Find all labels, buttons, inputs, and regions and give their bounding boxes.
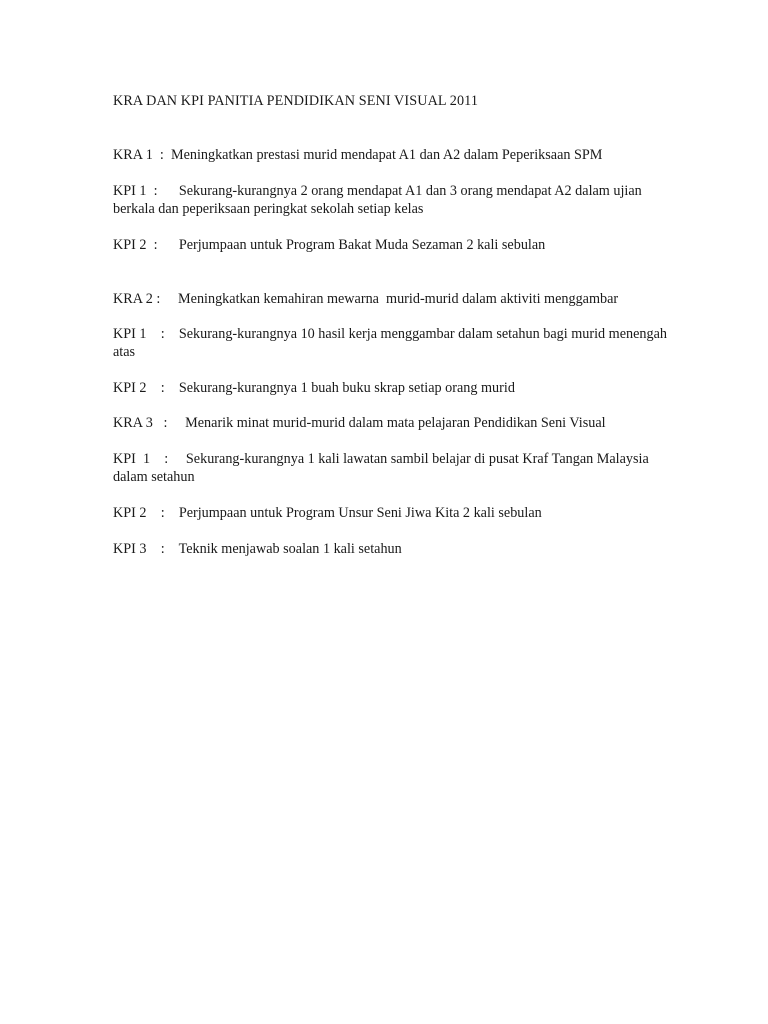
entry-text: Teknik menjawab soalan 1 kali setahun <box>178 541 402 557</box>
kra-3-kpi-1-entry <box>113 450 673 486</box>
entry-text: Sekurang-kurangnya 2 orang mendapat A1 dan 3 orang mendapat A2 dalam ujian berkala dan peperiksaan peringkat sekolah setiap kelas <box>113 183 646 217</box>
entry-label: KRA 3 : <box>113 415 186 431</box>
document-title: KRA DAN KPI PANITIA PENDIDIKAN SENI VISUAL 2011 <box>113 93 479 109</box>
entry-text: Sekurang-kurangnya 10 hasil kerja menggambar dalam setahun bagi murid menengah atas <box>113 326 671 360</box>
entry-label: KPI 2 : <box>113 380 179 396</box>
kra-1-entry <box>113 146 673 164</box>
kra-2-kpi-1-entry <box>113 325 673 361</box>
kra-1-kpi-1-entry <box>113 182 673 218</box>
kra-3-kpi-3-entry <box>113 540 673 558</box>
kra-2-kpi-2-entry <box>113 379 673 397</box>
entry-label: KPI 3 : <box>113 541 179 557</box>
entry-text: Meningkatkan prestasi murid mendapat A1 dan A2 dalam Peperiksaan SPM <box>170 147 603 163</box>
entry-label: KPI 1 : <box>113 326 179 342</box>
entry-text: Sekurang-kurangnya 1 buah buku skrap setiap orang murid <box>178 380 515 396</box>
entry-label: KRA 1 : <box>113 147 171 163</box>
entry-label: KPI 2 : <box>113 505 179 521</box>
kra-1-kpi-2-entry <box>113 236 673 254</box>
entry-text: Menarik minat murid-murid dalam mata pelajaran Pendidikan Seni Visual <box>185 415 606 431</box>
entry-label: KPI 1 : <box>113 183 179 199</box>
kra-3-entry <box>113 414 673 432</box>
entry-text: Perjumpaan untuk Program Unsur Seni Jiwa Kita 2 kali sebulan <box>178 505 542 521</box>
entry-label: KRA 2 : <box>113 291 179 307</box>
entry-text: Perjumpaan untuk Program Bakat Muda Sezaman 2 kali sebulan <box>178 237 546 253</box>
entry-label: KPI 1 : <box>113 451 186 467</box>
kra-3-kpi-2-entry <box>113 504 673 522</box>
kra-2-entry <box>113 290 673 308</box>
entry-label: KPI 2 : <box>113 237 179 253</box>
entry-text: Meningkatkan kemahiran mewarna murid-murid dalam aktiviti menggambar <box>178 291 619 307</box>
entry-text: Sekurang-kurangnya 1 kali lawatan sambil belajar di pusat Kraf Tangan Malaysia dalam setahun <box>113 451 656 485</box>
